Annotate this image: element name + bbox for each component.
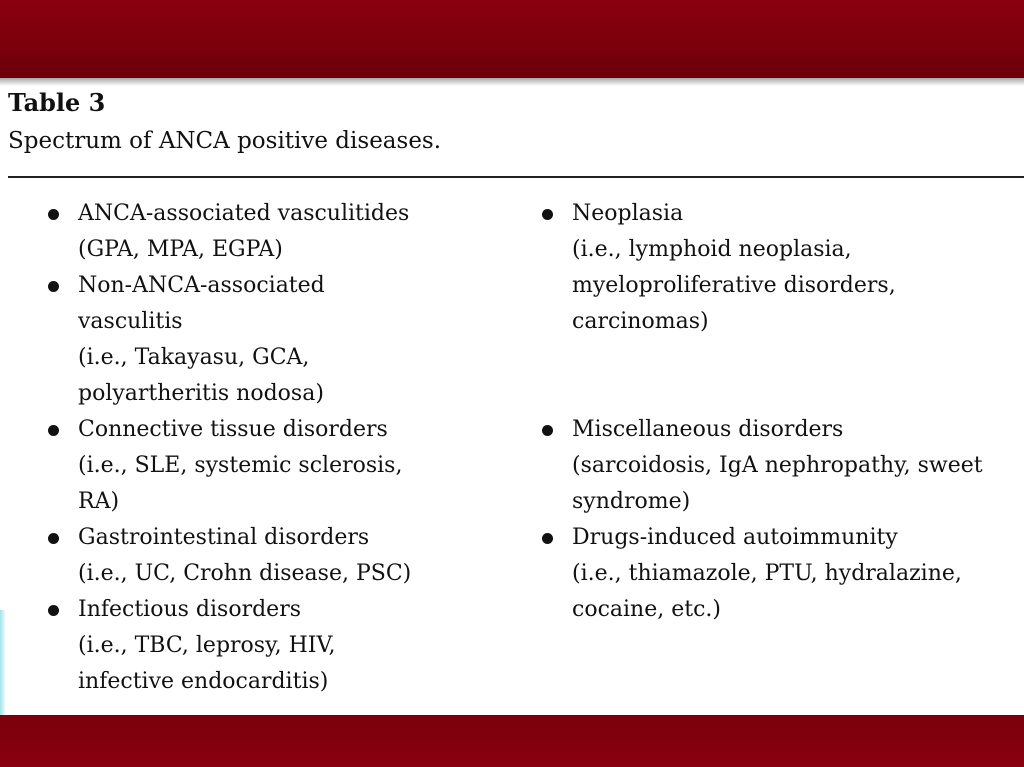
item-detail: (i.e., lymphoid neoplasia, bbox=[572, 237, 852, 262]
column-spacer bbox=[538, 376, 1024, 412]
item-heading: Gastrointestinal disorders bbox=[78, 525, 370, 550]
bullet-icon bbox=[48, 605, 59, 616]
bottom-band bbox=[0, 715, 1024, 767]
list-item-drugs-induced bbox=[538, 520, 1024, 628]
item-detail: syndrome) bbox=[572, 489, 691, 514]
top-band-shadow bbox=[0, 78, 1024, 86]
item-detail: cocaine, etc.) bbox=[572, 597, 721, 622]
item-detail: RA) bbox=[78, 489, 120, 514]
item-heading: Neoplasia bbox=[572, 201, 684, 226]
item-detail: (i.e., TBC, leprosy, HIV, bbox=[78, 633, 336, 658]
bullet-icon bbox=[542, 425, 553, 436]
bullet-icon bbox=[48, 281, 59, 292]
list-item-miscellaneous bbox=[538, 412, 1024, 520]
item-detail: (i.e., SLE, systemic sclerosis, bbox=[78, 453, 403, 478]
bullet-icon bbox=[48, 425, 59, 436]
item-detail: polyartheritis nodosa) bbox=[78, 381, 324, 406]
item-detail: (i.e., UC, Crohn disease, PSC) bbox=[78, 561, 412, 586]
list-item-anca-vasculitides bbox=[44, 196, 504, 268]
left-edge-accent bbox=[0, 610, 6, 715]
item-heading: Connective tissue disorders bbox=[78, 417, 388, 442]
bullet-icon bbox=[48, 209, 59, 220]
item-detail: (GPA, MPA, EGPA) bbox=[78, 237, 283, 262]
column-spacer bbox=[538, 340, 1024, 376]
list-item-non-anca-vasculitis bbox=[44, 268, 504, 412]
list-item-infectious bbox=[44, 592, 504, 700]
bullet-icon bbox=[48, 533, 59, 544]
item-heading: Non-ANCA-associated bbox=[78, 273, 325, 298]
list-item-gastrointestinal bbox=[44, 520, 504, 592]
item-heading: Drugs-induced autoimmunity bbox=[572, 525, 898, 550]
table-title: Table 3 bbox=[8, 88, 106, 117]
item-detail: infective endocarditis) bbox=[78, 669, 329, 694]
left-column bbox=[44, 196, 504, 700]
item-detail: myeloproliferative disorders, bbox=[572, 273, 896, 298]
bullet-icon bbox=[542, 533, 553, 544]
item-detail: (sarcoidosis, IgA nephropathy, sweet bbox=[572, 453, 983, 478]
bullet-icon bbox=[542, 209, 553, 220]
item-detail: (i.e., Takayasu, GCA, bbox=[78, 345, 310, 370]
item-heading: Infectious disorders bbox=[78, 597, 301, 622]
table-caption: Spectrum of ANCA positive diseases. bbox=[8, 128, 442, 154]
table-rule bbox=[8, 176, 1024, 178]
item-detail: (i.e., thiamazole, PTU, hydralazine, bbox=[572, 561, 962, 586]
item-heading: Miscellaneous disorders bbox=[572, 417, 844, 442]
item-heading-cont: vasculitis bbox=[78, 309, 183, 334]
list-item-neoplasia bbox=[538, 196, 1024, 340]
right-column bbox=[538, 196, 1024, 628]
item-heading: ANCA-associated vasculitides bbox=[78, 201, 410, 226]
list-item-connective-tissue bbox=[44, 412, 504, 520]
top-band bbox=[0, 0, 1024, 78]
item-detail: carcinomas) bbox=[572, 309, 709, 334]
